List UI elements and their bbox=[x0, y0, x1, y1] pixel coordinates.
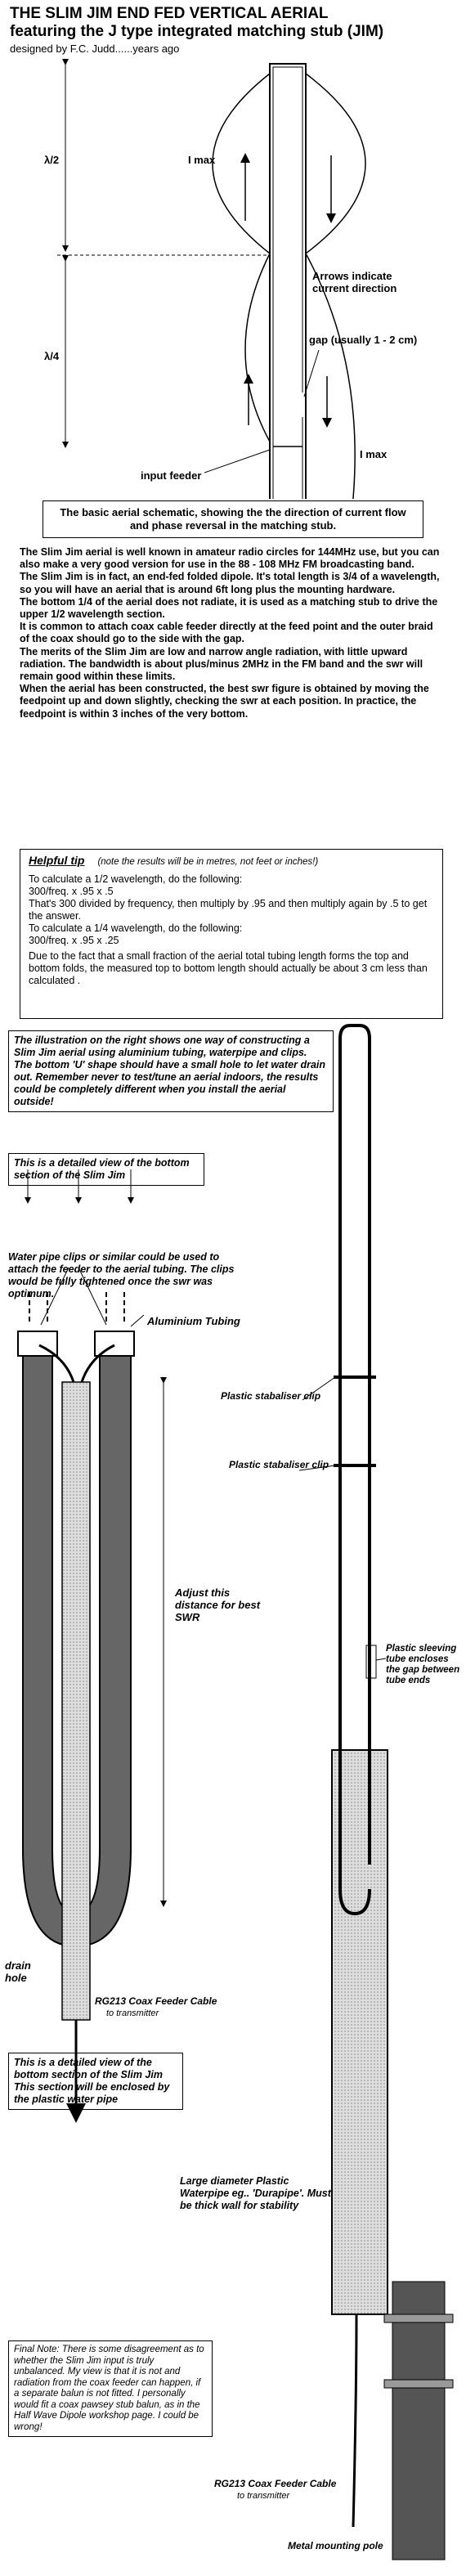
coax-label-1: RG213 Coax Feeder Cable bbox=[95, 1995, 217, 2007]
pole-clamp-upper bbox=[384, 2314, 453, 2322]
final-note: Final Note: There is some disagreement as to whether the Slim Jim input is truly unbalanced. My view is that it is not and radiation from the coax feeder can happen, if a separate balun is not fitted. I personally would fit a coax pawsey stub balun, as in the Half Wave Dipole workshop page. I could be wrong! bbox=[8, 2340, 213, 2437]
detail-note-2: This is a detailed view of the bottom section of the Slim Jim This section will be enclosed by the plastic water pipe bbox=[8, 2053, 183, 2110]
stabaliser-clip-label-1: Plastic stabaliser clip bbox=[221, 1390, 321, 1402]
pole-label: Metal mounting pole bbox=[288, 2540, 383, 2551]
imax-top-label: I max bbox=[188, 154, 216, 166]
tip-line: To calculate a 1/4 wavelength, do the following: bbox=[29, 922, 243, 934]
aerial-tube-right bbox=[340, 1025, 370, 1480]
tip-line: To calculate a 1/2 wavelength, do the following: bbox=[29, 873, 243, 885]
arrows-label: Arrows indicate current direction bbox=[312, 270, 397, 294]
current-curve-left bbox=[213, 74, 270, 442]
description-paragraph: When the aerial has been constructed, the best swr figure is obtained by moving the feedpoint up and down slightly, checking the swr at each position. In practice, the feedpoint is within 3 inches of the very bottom. bbox=[20, 683, 429, 720]
aluminium-label: Aluminium Tubing bbox=[147, 1315, 240, 1327]
title-line-2: featuring the J type integrated matching stub (JIM) bbox=[10, 23, 384, 40]
detail-note-1: This is a detailed view of the bottom section of the Slim Jim bbox=[8, 1153, 204, 1186]
tip-line: Due to the fact that a small fraction of the aerial total tubing length forms the top and bottom folds, the measured top to bottom length should actually be about 3 cm less than calculated . bbox=[29, 950, 428, 986]
stabaliser-clip-1 bbox=[334, 1376, 376, 1379]
title-line-1: THE SLIM JIM END FED VERTICAL AERIAL bbox=[10, 5, 329, 22]
coax-cable-lower bbox=[353, 2314, 356, 2527]
tip-line: 300/freq. x .95 x .25 bbox=[29, 935, 119, 946]
aluminium-pointer bbox=[131, 1315, 144, 1326]
coax-sub-2: to transmitter bbox=[237, 2491, 290, 2501]
description-paragraph: The Slim Jim is in fact, an end-fed folded dipole. It's total length is 3/4 of a wavelength, so you will have an aerial that is around 6ft long plus the mounting hardware. bbox=[20, 571, 440, 595]
stabaliser-clip-2 bbox=[334, 1464, 376, 1467]
description-paragraph: The merits of the Slim Jim are low and narrow angle radiation, with little upward radiation. The bandwidth is about plus/minus 2MHz in the FM band and the swr will remain good within these limits. bbox=[20, 645, 423, 683]
coax-feeder-cable bbox=[62, 1382, 90, 2020]
adjust-label: Adjust this distance for best SWR bbox=[175, 1586, 261, 1623]
page-title bbox=[10, 5, 451, 41]
tip-heading: Helpful tip bbox=[29, 854, 85, 867]
feeder-label: input feeder bbox=[141, 469, 202, 482]
water-clips-note: Water pipe clips or similar could be used to attach the feeder to the aerial tubing. The clips would be fully tightened once the swr was optimum. bbox=[8, 1251, 235, 1299]
tip-line: That's 300 divided by frequency, then multiply by .95 and then multiply again by .5 to get the answer. bbox=[29, 898, 428, 922]
sleeving-label: Plastic sleeving tube encloses the gap between tube ends bbox=[386, 1644, 460, 1685]
coax-label-2: RG213 Coax Feeder Cable bbox=[214, 2478, 337, 2489]
folded-element-inner bbox=[273, 67, 302, 499]
tip-note: (note the results will be in metres, not feet or inches!) bbox=[97, 857, 319, 867]
schematic-caption: The basic aerial schematic, showing the the direction of current flow and phase reversal in the matching stub. bbox=[43, 500, 423, 538]
stabaliser-clip-label-2: Plastic stabaliser clip bbox=[229, 1459, 329, 1470]
drain-label: drain hole bbox=[5, 1959, 31, 1984]
description-text bbox=[20, 546, 445, 720]
description-paragraph: The bottom 1/4 of the aerial does not radiate, it is used as a matching stub to drive the upper 1/2 wavelength section. bbox=[20, 595, 438, 621]
description-paragraph: The Slim Jim aerial is well known in amateur radio circles for 144MHz use, but you can also make a very good version for use in the 88 - 108 MHz FM broadcasting band. bbox=[20, 546, 440, 571]
imax-bottom-label: I max bbox=[360, 448, 388, 460]
half-wave-label: λ/2 bbox=[44, 154, 60, 166]
metal-mounting-pole bbox=[392, 2282, 445, 2560]
sleeving-pointer bbox=[376, 1658, 386, 1660]
description-paragraph: It is common to attach coax cable feeder directly at the feed point and the outer braid of the coax should go to the side with the gap. bbox=[20, 621, 433, 645]
folded-element-outline bbox=[270, 64, 306, 499]
pole-clamp-lower bbox=[384, 2380, 453, 2388]
waterpipe-label: Large diameter Plastic Waterpipe eg.. 'Durapipe'. Must be thick wall for stability bbox=[180, 2175, 331, 2211]
illustration-note: The illustration on the right shows one way of constructing a Slim Jim aerial using aluminium tubing, waterpipe and clips. The bottom 'U' shape should have a small hole to let water drain out. Remember never to test/tune an aerial indoors, the results could be completely different when you install the aerial outside! bbox=[8, 1030, 334, 1112]
quarter-wave-label: λ/4 bbox=[44, 350, 60, 362]
coax-sub-1: to transmitter bbox=[106, 2008, 159, 2018]
helpful-tip-box bbox=[20, 849, 443, 1019]
tip-line: 300/freq. x .95 x .5 bbox=[29, 886, 114, 897]
designer-credit: designed by F.C. Judd......years ago bbox=[10, 43, 180, 55]
feeder-clip-right bbox=[95, 1331, 134, 1356]
feeder-pointer bbox=[204, 450, 270, 473]
gap-label: gap (usually 1 - 2 cm) bbox=[309, 334, 418, 346]
